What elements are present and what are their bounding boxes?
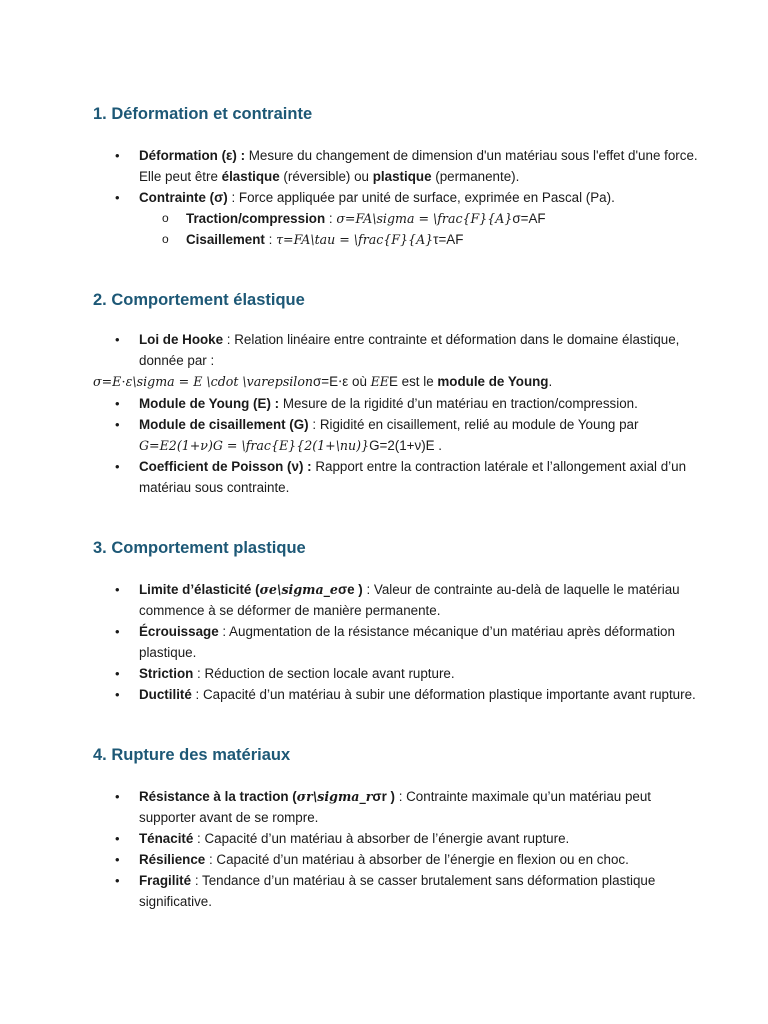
text: : <box>325 211 337 226</box>
term-poisson: Coefficient de Poisson (ν) : <box>139 459 312 474</box>
text: : Tendance d’un matériau à se casser brutalement sans déformation plastique significative. <box>139 873 656 909</box>
section-3-list <box>0 579 768 705</box>
section-2-list-a <box>0 329 768 371</box>
section-2-heading: 2. Comportement élastique <box>93 291 305 309</box>
text: : <box>264 232 277 247</box>
list-item-young <box>0 393 768 414</box>
hooke-formula-line <box>93 371 552 392</box>
term-module-cisaillement: Module de cisaillement (G) <box>139 417 309 432</box>
text: : Relation linéaire entre contrainte et déformation dans le domaine élastique, donnée par : <box>139 332 680 368</box>
term-limite: Limite d’élasticité ( <box>139 582 260 597</box>
text: Rapport entre la contraction latérale et l’allongement axial d’un matériau sous contrainte. <box>139 459 687 495</box>
text: Mesure du changement de dimension d'un matériau sous l'effet d'une force. Elle peut être <box>139 148 698 184</box>
term-hooke: Loi de Hooke <box>139 332 224 347</box>
text: : Réduction de section locale avant rupture. <box>193 666 455 681</box>
formula-traction-plain: σ=AF <box>512 211 546 226</box>
list-item-fragilite <box>0 870 768 912</box>
term-contrainte: Contrainte (σ) <box>139 190 228 205</box>
text: : Capacité d’un matériau à absorber de l’énergie en flexion ou en choc. <box>205 852 629 867</box>
list-item-resistance <box>0 786 768 828</box>
term-plastique: plastique <box>372 169 432 184</box>
list-item-deformation <box>0 145 768 187</box>
formula-hooke: σ=E⋅ε\sigma = E \cdot \varepsilon <box>93 374 314 389</box>
term-limite-end: σe ) <box>337 582 363 597</box>
text: E est le <box>389 374 438 389</box>
text: Mesure de la rigidité d’un matériau en traction/compression. <box>279 396 638 411</box>
formula-g-plain: G=2(1+ν)E . <box>369 438 443 453</box>
list-item-tenacite <box>0 828 768 849</box>
list-item-hooke <box>0 329 768 371</box>
term-tenacite: Ténacité <box>139 831 194 846</box>
list-item-ecrouissage <box>0 621 768 663</box>
section-4-heading: 4. Rupture des matériaux <box>93 746 291 764</box>
text: (permanente). <box>431 169 520 184</box>
formula-cisaillement-plain: τ=AF <box>433 232 464 247</box>
term-resistance: Résistance à la traction ( <box>139 789 297 804</box>
term-ecrouissage: Écrouissage <box>139 624 219 639</box>
section-4-list <box>0 786 768 912</box>
term-elastique: élastique <box>221 169 280 184</box>
list-item-striction <box>0 663 768 684</box>
formula-hooke-plain: σ=E⋅ε où <box>313 374 371 389</box>
term-resilience: Résilience <box>139 852 206 867</box>
term-young: Module de Young (E) : <box>139 396 280 411</box>
formula-sigma-e: σe\sigma_e <box>259 582 338 597</box>
sub-list-contrainte <box>139 208 708 250</box>
text: : Rigidité en cisaillement, relié au module de Young par <box>308 417 639 432</box>
section-2-list-b <box>0 393 768 498</box>
section-3-heading: 3. Comportement plastique <box>93 539 306 557</box>
list-item-cisaillement <box>0 414 768 456</box>
term-striction: Striction <box>139 666 194 681</box>
sub-item-traction <box>139 208 708 229</box>
term-traction: Traction/compression <box>186 211 326 226</box>
sub-item-cisaillement <box>139 229 708 250</box>
list-item-resilience <box>0 849 768 870</box>
text: . <box>548 374 553 389</box>
term-fragilite: Fragilité <box>139 873 192 888</box>
text: : Capacité d’un matériau à absorber de l’énergie avant rupture. <box>193 831 570 846</box>
text: : Contrainte maximale qu’un matériau peut supporter avant de se rompre. <box>139 789 652 825</box>
term-cisaillement: Cisaillement <box>186 232 265 247</box>
term-module-young: module de Young <box>437 374 549 389</box>
list-item-poisson <box>0 456 768 498</box>
section-1-heading: 1. Déformation et contrainte <box>93 105 313 123</box>
list-item-limite <box>0 579 768 621</box>
term-resistance-end: σr ) <box>372 789 395 804</box>
term-deformation: Déformation (ε) : <box>139 148 246 163</box>
formula-e: EE <box>370 374 389 389</box>
text: : Capacité d’un matériau à subir une déformation plastique importante avant rupture. <box>191 687 696 702</box>
list-item-contrainte <box>0 187 768 250</box>
formula-sigma-r: σr\sigma_r <box>296 789 373 804</box>
list-item-ductilite <box>0 684 768 705</box>
formula-g: G=E2(1+ν)G = \frac{E}{2(1+\nu)} <box>139 438 370 453</box>
term-ductilite: Ductilité <box>139 687 192 702</box>
formula-cisaillement: τ=FA\tau = \frac{F}{A} <box>276 232 434 247</box>
text: (réversible) ou <box>279 169 373 184</box>
text: : Valeur de contrainte au-delà de laquelle le matériau commence à se déformer de manière permanente. <box>139 582 680 618</box>
text: : Force appliquée par unité de surface, exprimée en Pascal (Pa). <box>227 190 615 205</box>
text: : Augmentation de la résistance mécanique d’un matériau après déformation plastique. <box>139 624 675 660</box>
formula-traction: σ=FA\sigma = \frac{F}{A} <box>336 211 513 226</box>
section-1-list <box>0 145 768 250</box>
